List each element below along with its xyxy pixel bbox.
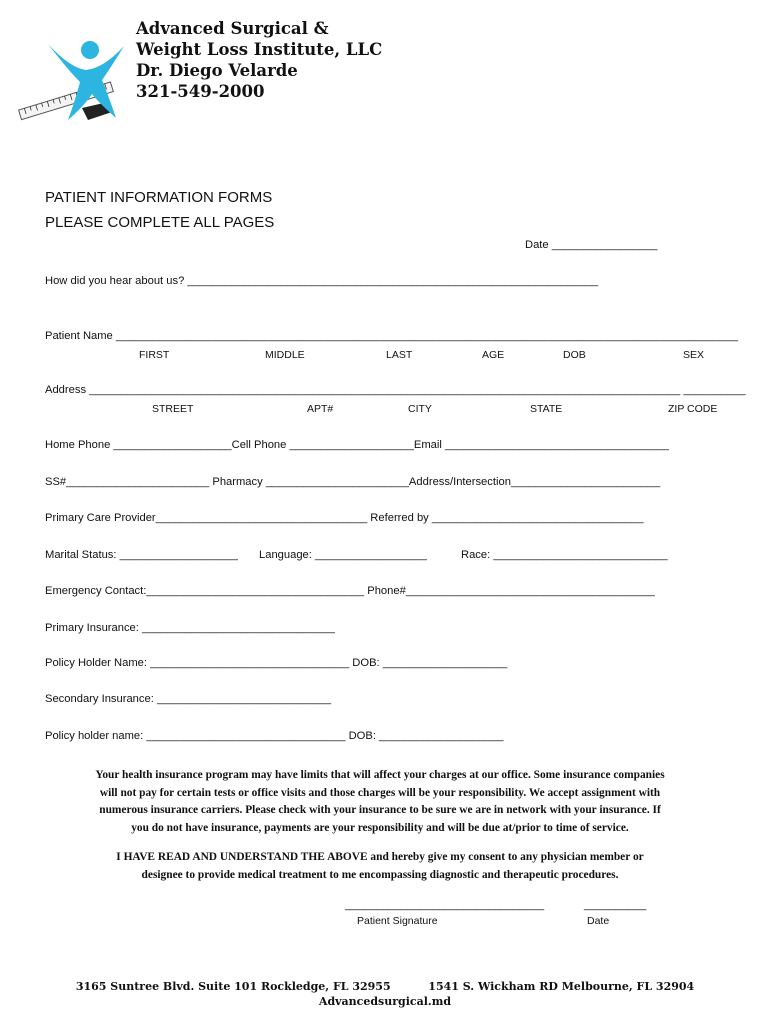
signature-label: Patient Signature bbox=[357, 915, 438, 927]
footer-address-rockledge: 3165 Suntree Blvd. Suite 101 Rockledge, FL 32955 bbox=[75, 980, 391, 993]
emergency-contact-field[interactable]: Emergency Contact:___________________________________ Phone#________________________________________ bbox=[45, 585, 655, 597]
ss-pharmacy-field[interactable]: SS#_______________________ Pharmacy _______________________Address/Intersection________________________ bbox=[45, 476, 661, 488]
insurance-notice bbox=[52, 767, 708, 837]
footer-address-melbourne: 1541 S. Wickham RD Melbourne, FL 32904 bbox=[428, 980, 695, 993]
label-zip: ZIP CODE bbox=[668, 403, 718, 415]
address-field[interactable]: Address _______________________________________________________________________________________________ __________ bbox=[45, 384, 746, 396]
form-instruction: PLEASE COMPLETE ALL PAGES bbox=[45, 214, 275, 231]
notice-line: you do not have insurance, payments are your responsibility and will be due at/prior to time of service. bbox=[131, 821, 629, 834]
language-field[interactable]: Language: __________________ bbox=[259, 549, 427, 561]
date-field[interactable]: Date _________________ bbox=[525, 239, 658, 251]
footer-addresses bbox=[0, 980, 770, 993]
notice-line: numerous insurance carriers. Please check with your insurance to be sure we are in network with your insurance. If bbox=[99, 804, 661, 816]
primary-care-field[interactable]: Primary Care Provider__________________________________ Referred by __________________________________ bbox=[45, 512, 644, 524]
phone-email-field[interactable]: Home Phone ___________________Cell Phone ____________________Email ____________________________________ bbox=[45, 439, 669, 451]
notice-line: Your health insurance program may have limits that will affect your charges at our office. Some insurance companies bbox=[95, 769, 665, 781]
signature-date-line[interactable]: __________ bbox=[584, 899, 647, 911]
consent-line: designee to provide medical treatment to me encompassing diagnostic and therapeutic procedures. bbox=[141, 868, 619, 881]
race-field[interactable]: Race: ____________________________ bbox=[461, 549, 668, 561]
primary-insurance-field[interactable]: Primary Insurance: _______________________________ bbox=[45, 622, 335, 634]
doctor-name: Dr. Diego Velarde bbox=[136, 61, 298, 80]
label-state: STATE bbox=[530, 403, 563, 415]
label-age: AGE bbox=[482, 349, 505, 361]
signature-date-label: Date bbox=[587, 915, 610, 927]
label-dob: DOB bbox=[563, 349, 586, 361]
marital-status-field[interactable]: Marital Status: ___________________ bbox=[45, 549, 238, 561]
label-last: LAST bbox=[386, 349, 413, 361]
practice-name-line2: Weight Loss Institute, LLC bbox=[136, 40, 383, 59]
referral-source-field[interactable]: How did you hear about us? __________________________________________________________________ bbox=[45, 275, 599, 287]
notice-line: will not pay for certain tests or office visits and those charges will be your responsibility. We accept assignment with bbox=[99, 786, 661, 799]
secondary-insurance-field[interactable]: Secondary Insurance: ____________________________ bbox=[45, 693, 332, 705]
label-apt: APT# bbox=[307, 403, 334, 415]
practice-header bbox=[136, 18, 382, 102]
label-first: FIRST bbox=[139, 349, 170, 361]
secondary-policy-holder-field[interactable]: Policy holder name: ________________________________ DOB: ____________________ bbox=[45, 730, 504, 742]
practice-name-line1: Advanced Surgical & bbox=[136, 19, 329, 38]
consent-line: I HAVE READ AND UNDERSTAND THE ABOVE and hereby give my consent to any physician member or bbox=[116, 851, 644, 863]
patient-name-field[interactable]: Patient Name ____________________________________________________________________________________________________ bbox=[45, 330, 739, 342]
consent-statement bbox=[40, 849, 720, 884]
person-on-scale-icon bbox=[12, 38, 132, 128]
footer-website: Advancedsurgical.md bbox=[318, 995, 452, 1008]
form-title: PATIENT INFORMATION FORMS bbox=[45, 189, 273, 206]
label-middle: MIDDLE bbox=[265, 349, 305, 361]
label-sex: SEX bbox=[683, 349, 705, 361]
label-street: STREET bbox=[152, 403, 194, 415]
label-city: CITY bbox=[408, 403, 432, 415]
practice-phone: 321-549-2000 bbox=[136, 82, 265, 101]
policy-holder-field[interactable]: Policy Holder Name: ________________________________ DOB: ____________________ bbox=[45, 657, 508, 669]
signature-line[interactable]: ________________________________ bbox=[345, 899, 545, 911]
